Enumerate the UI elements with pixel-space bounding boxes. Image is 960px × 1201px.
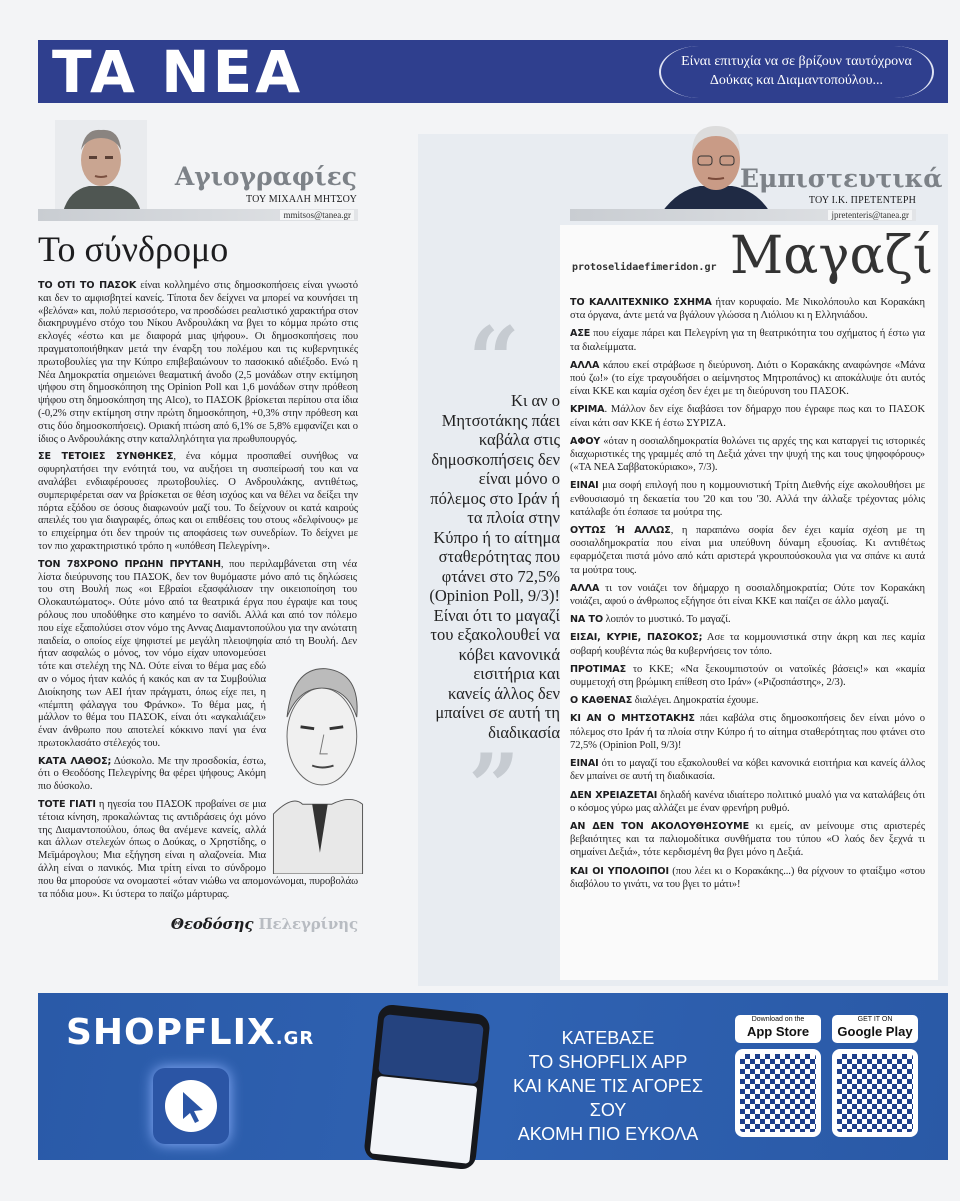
article-paragraph bbox=[570, 631, 925, 657]
paragraph-text: τι τον νοιάζει τον δήμαρχο η σοσιαλδημοκρατία; Ούτε τον Κορακάκη νοιάζει, αφού ο άνθρωπος εξήγησε ότι είναι ΚΚΕ και παίζει σε άλλο μαγαζί. bbox=[570, 582, 925, 608]
paragraph-lead: ΕΙΝΑΙ bbox=[570, 480, 599, 492]
shopflix-ad[interactable] bbox=[38, 993, 948, 1160]
article-title: Το σύνδρομο bbox=[38, 229, 229, 269]
paragraph-lead: ΤΟ ΟΤΙ ΤΟ ΠΑΣΟΚ bbox=[38, 280, 137, 291]
article-paragraph bbox=[570, 403, 925, 429]
badge-small-text: Download on the bbox=[751, 1016, 805, 1023]
pull-quote-block bbox=[428, 307, 560, 840]
paragraph-lead: ΑΝ ΔΕΝ ΤΟΝ ΑΚΟΛΟΥΘΗΣΟΥΜΕ bbox=[570, 820, 750, 832]
paragraph-lead: ΚΑΤΑ ΛΑΘΟΣ; bbox=[38, 755, 112, 767]
float-spacer bbox=[357, 559, 358, 659]
paragraph-lead: ΚΙ ΑΝ Ο ΜΗΤΣΟΤΑΚΗΣ bbox=[570, 713, 695, 725]
article-paragraph bbox=[570, 789, 925, 815]
paragraph-text: «όταν η σοσιαλδημοκρατία θολώνει τις αρχές της και καταργεί τις ιστορικές διαχωριστικές της γραμμές από τη Δεξιά χάνει την ψυχή της και τους ψηφοφόρους» («ΤΑ ΝΕΑ Σαββατοκύριακο», 7/3). bbox=[570, 435, 925, 474]
ad-line: ΤΟ SHOPFLIX APP bbox=[528, 1052, 688, 1072]
paragraph-text: διαλέγει. Δημοκρατία έχουμε. bbox=[632, 695, 759, 707]
paragraph-lead: ΚΑΙ ΟΙ ΥΠΟΛΟΙΠΟΙ bbox=[570, 865, 669, 877]
caption-last-name: Πελεγρίνης bbox=[258, 915, 358, 934]
app-icon bbox=[153, 1068, 229, 1144]
article-paragraph bbox=[570, 613, 925, 626]
author-email[interactable]: mmitsos@tanea.gr bbox=[280, 210, 354, 220]
article-paragraph bbox=[570, 479, 925, 519]
paragraph-text: μια σοφή επιλογή που η κομμουνιστική Τρίτη Διεθνής είχε ακολουθήσει με ενθουσιασμό τη δεκαετία του '20 και του '30. Αλλά την άλλαξε τρέχοντας μόλις κατάλαβε ότι έσπασε τα μούτρα της. bbox=[570, 480, 925, 518]
masthead bbox=[38, 38, 948, 106]
pelegrinis-portrait bbox=[272, 659, 364, 874]
article-paragraph bbox=[570, 712, 925, 752]
article-paragraph bbox=[570, 757, 925, 783]
paragraph-lead: ΔΕΝ ΧΡΕΙΑΖΕΤΑΙ bbox=[570, 789, 658, 801]
paragraph-lead: ΤΟ ΚΑΛΛΙΤΕΧΝΙΚΟ ΣΧΗΜΑ bbox=[570, 297, 712, 308]
masthead-tagline: Είναι επιτυχία να σε βρίζουν ταυτόχρονα Δούκας και Διαμαντοπούλου... bbox=[659, 46, 934, 98]
paragraph-text: (που λέει κι ο Κορακάκης...) θα ρίχνουν το φταίξιμο «στου διαβόλου το γινάτι, να του βγει το μάτι»! bbox=[570, 865, 925, 890]
paragraph-text: ήταν κορυφαίο. Με Νικολόπουλο και Κορακάκη στα όργανα, άντε μετά να βγάλουν γλώσσα η Λιόλιου κι η Ελληνιάδου. bbox=[570, 297, 925, 322]
badge-small-text: GET IT ON bbox=[857, 1016, 893, 1023]
paragraph-lead: ΠΡΟΤΙΜΑΣ bbox=[570, 663, 627, 675]
paragraph-lead: ΑΣΕ bbox=[570, 328, 591, 340]
ta-nea-logo: TA NEA bbox=[52, 38, 304, 106]
article-paragraph bbox=[570, 582, 925, 608]
ad-line: ΚΑΙ ΚΑΝΕ ΤΙΣ ΑΓΟΡΕΣ ΣΟΥ bbox=[513, 1076, 703, 1120]
paragraph-text: , που περιλαμβάνεται στη νέα λίστα διεύρυνσης του ΠΑΣΟΚ, δεν τον θυμόμαστε μόνο από τις δηλώσεις του στη Βουλή πως «οι Εβραίοι εξασφάλισαν την οικειοποίηση του Ολοκαυτώματος». Ούτε μόνο από τα θεατρικά έργα που έγραψε και τους ρόλους που υποδύθηκε στο καημένο το σανίδι. Αλλά και από τον πόλεμο που είχε εξαπολύσει στον νόμο της Αννας Διαμαντοπούλου για την ανώτατη παιδεία, ο οποίος είχε ψηφιστεί με μεγάλη πλειοψηφία από τη Βουλή. Δεν ήταν ασφαλώς ο μόνος, τον νόμο είχαν υπονομεύσει τότε και στελέχη της ΝΔ. Ούτε είναι το θέμα μας εδώ αν ο νόμος ήταν καλός ή κακός και αν τα Συμβούλια Διοίκησης των ΑΕΙ ήταν πράγματι, όπως είχε πει, η «πέμπτη φάλαγγα του Φράνκο». Το θέμα μας, ή μάλλον το θέμα του ΠΑΣΟΚ, είναι ότι «αγκαλιάζει» έναν άνθρωπο που αποτελεί κόκκινο πανί για ένα πρωτοκλασάτο στέλεχός του. bbox=[38, 558, 357, 749]
ad-copy bbox=[508, 1026, 708, 1146]
badge-label: App Store bbox=[746, 1024, 810, 1039]
qr-code-app-store[interactable] bbox=[735, 1049, 821, 1137]
paragraph-lead: ΣΕ ΤΕΤΟΙΕΣ ΣΥΝΘΗΚΕΣ bbox=[38, 451, 174, 463]
right-article-body bbox=[570, 296, 925, 896]
phone-mockup bbox=[363, 1004, 491, 1171]
article-paragraph bbox=[570, 865, 925, 891]
article-paragraph bbox=[570, 820, 925, 860]
byline: ΤΟΥ ΜΙΧΑΛΗ ΜΗΤΣΟΥ bbox=[245, 194, 357, 205]
article-paragraph bbox=[570, 694, 925, 707]
ad-line: ΚΑΤΕΒΑΣΕ bbox=[561, 1028, 655, 1048]
paragraph-lead: ΟΥΤΩΣ Ή ΑΛΛΩΣ bbox=[570, 525, 671, 537]
article-paragraph bbox=[570, 663, 925, 689]
paragraph-text: , ένα κόμμα προσπαθεί συνήθως να σφυρηλατήσει την ενότητά του, να αυξήσει τη συσπείρωσή του και να αναλάβει ενδιαφέρουσες πρωτοβουλίες. Ο Ανδρουλάκης, αντιθέτως, συμπεριφέρεται σαν να βρίσκεται σε θέση ισχύος και να θέλει να δείξει την πόρτα εξόδου σε όσους διαφωνούν μαζί του. Το δείχνουν οι κατά καιρούς απειλές του για διαγραφές, όπως και οι επιθέσεις του στους «δελφίνους» με το επιχείρημα ότι δεν τηρούν τις αποφάσεις των συνεδρίων. Το δείχνει με τον πιο χαρακτηριστικό τρόπο η «υπόθεση Πελεγρίνη». bbox=[38, 451, 358, 552]
article-paragraph bbox=[570, 296, 925, 322]
cursor-icon bbox=[165, 1080, 217, 1132]
byline: ΤΟΥ Ι.Κ. ΠΡΕΤΕΝΤΕΡΗ bbox=[808, 195, 916, 206]
paragraph-lead: ΚΡΙΜΑ bbox=[570, 404, 605, 416]
left-article-body bbox=[38, 280, 358, 933]
paragraph-lead: ΑΛΛΑ bbox=[570, 582, 600, 594]
paragraph-text: , η παραπάνω σοφία δεν έχει καμία σχέση με τη σοσιαλδημοκρατία που είναι μια υπεύθυνη δύναμη εξουσίας. Κι αντιθέτως εφαρμόζεται πιστά μόνο από κάτι αριστερά γκρουπούσκουλα για να σπάνε κι αυτά τα μούτρα τους. bbox=[570, 525, 925, 576]
article-paragraph bbox=[38, 280, 358, 446]
paragraph-text: το ΚΚΕ; «Να ξεκουμπιστούν οι νατοϊκές βάσεις!» και «καμία συμμετοχή στη βρώμικη επίθεση στο Ιράν» («Ριζοσπάστης», 2/3). bbox=[570, 663, 925, 689]
paragraph-text: Δύσκολο. Με την προσδοκία, έστω, ότι ο Θεοδόσης Πελεγρίνης θα φέρει ψήφους; Ακόμη πιο δύσκολο. bbox=[38, 755, 266, 793]
watermark: protoselidaefimeridon.gr bbox=[572, 262, 717, 273]
paragraph-text: κι εμείς, αν μείνουμε στις αριστερές βεβαιότητες και τα παλιομοδίτικα συνθήματα του τύπου «Ο λαός δεν ξεχνά τι σημαίνει Δεξιά», τότε κερδισμένη θα βγει μόνο η Δεξιά. bbox=[570, 820, 926, 859]
article-paragraph bbox=[38, 559, 358, 751]
email-strip bbox=[38, 209, 358, 221]
paragraph-lead: ΑΦΟΥ bbox=[570, 435, 601, 447]
paragraph-text: πάει καβάλα στις δημοσκοπήσεις δεν είναι μόνο ο πόλεμος στο Ιράν ή τα πλοία στην Κύπρο ή το αίτημα σταθερότητας που φτάνει στο 72,5% (Opinion Poll, 9/3)! bbox=[570, 713, 925, 751]
author-email[interactable]: jpretenteris@tanea.gr bbox=[828, 210, 912, 220]
column-name-agiografies: Αγιογραφίες bbox=[174, 162, 357, 191]
paragraph-text: λοιπόν το μυστικό. Το μαγαζί. bbox=[603, 614, 731, 626]
google-play-badge[interactable] bbox=[832, 1015, 918, 1043]
paragraph-text: κάπου εκεί στράβωσε η διεύρυνση. Διότι ο Κορακάκης αναφώνησε «Μάνα πού ζω!» (το είχε τραγουδήσει ο αείμνηστος Μητροπάνος) κι αποκάλυψε ότι αυτός είναι ΚΚΕ και καμία σχέση δεν έχει με τη διεύρυνση του ΠΑΣΟΚ. bbox=[570, 359, 925, 398]
article-paragraph bbox=[570, 359, 925, 399]
author-photo-mitsos bbox=[55, 120, 147, 212]
article-paragraph bbox=[570, 524, 925, 577]
caption-first-name: Θεοδόσης bbox=[170, 915, 254, 934]
qr-code-google-play[interactable] bbox=[832, 1049, 918, 1137]
open-quote-icon: “ bbox=[468, 307, 520, 413]
paragraph-text: η ηγεσία του ΠΑΣΟΚ προβαίνει σε μια τέτοια κίνηση, προκαλώντας τις αντιδράσεις όχι μόνο της Διαμαντοπούλου, όπως θα ανέμενε κανείς, αλλά και άλλων στελεχών όπως ο Δούκας, ο Χρηστίδης, ο Μεϊμάρογλου; Μια εξήγηση είναι η αλαζονεία. Μια άλλη είναι ο πανικός. Μια τρίτη είναι το σύνδρομο που θα μπορούσε να ονομαστεί «όταν νιώθω να απομονώνομαι, πυροβολάω τα πόδια μου». Κι ύστερα το παίζω μάρτυρας. bbox=[38, 799, 358, 900]
ad-line: ΑΚΟΜΗ ΠΙΟ ΕΥΚΟΛΑ bbox=[517, 1124, 699, 1144]
paragraph-text: Ασε τα κομμουνιστικά στην άκρη και πες καμία σοβαρή κουβέντα πώς θα κυβερνήσεις τον τόπο. bbox=[570, 632, 925, 657]
paragraph-lead: ΕΙΝΑΙ bbox=[570, 758, 599, 770]
article-title: Μαγαζί bbox=[730, 226, 934, 286]
portrait-caption bbox=[38, 915, 358, 933]
paragraph-lead: ΑΛΛΑ bbox=[570, 359, 600, 371]
app-store-badge[interactable] bbox=[735, 1015, 821, 1043]
paragraph-lead: Ο ΚΑΘΕΝΑΣ bbox=[570, 695, 633, 707]
brand-suffix: .GR bbox=[275, 1028, 315, 1049]
article-paragraph bbox=[570, 327, 925, 353]
email-strip bbox=[570, 209, 916, 221]
paragraph-lead: ΤΟΝ 78ΧΡΟΝΟ ΠΡΩΗΝ ΠΡΥΤΑΝΗ bbox=[38, 558, 221, 570]
article-paragraph bbox=[570, 435, 925, 475]
close-quote-icon: ” bbox=[468, 734, 520, 840]
pull-quote: Κι αν ο Μητσοτάκης πάει καβάλα στις δημοσκοπήσεις δεν είναι μόνο ο πόλεμος στο Ιράν ή τα πλοία στην Κύπρο ή το αίτημα σταθερότητας που φτάνει στο 72,5% (Opinion Poll, 9/3)! Είναι ότι το μαγαζί του εξακολουθεί να κόβει κανονικά εισιτήρια και κανείς άλλος δεν μπαίνει σε αυτή τη διαδικασία bbox=[429, 391, 560, 742]
paragraph-lead: ΤΟΤΕ ΓΙΑΤΙ bbox=[38, 799, 96, 811]
paragraph-lead: ΝΑ ΤΟ bbox=[570, 614, 603, 626]
paragraph-text: ότι το μαγαζί του εξακολουθεί να κόβει κανονικά εισιτήρια και κανείς άλλος δεν μπαίνει σε αυτή τη διαδικασία. bbox=[570, 758, 925, 783]
paragraph-text: δηλαδή κανένα ιδιαίτερο πολιτικό μυαλό για να καταλάβεις ότι ο κόσμος γύρω μας αλλάζει με έναν φρενήρη ρυθμό. bbox=[570, 789, 925, 814]
brand-name: SHOPFLIX bbox=[66, 1012, 276, 1053]
paragraph-text: είναι κολλημένο στις δημοσκοπήσεις είναι γνωστό και δεν το αμφισβητεί κανείς. Τίποτα δεν δείχνει να μπορεί να κουνήσει τη «βελόνα» και, πολύ περισσότερο, να προσδώσει ρεαλιστικό χαρακτήρα στον διακηρυγμένο στόχο του Νίκου Ανδρουλάκη να βγει το κόμμα πρώτο στις εκλογές «έστω και με διαφορά μιας ψήφου». Οι δημοσκοπήσεις που πραγματοποιήθηκαν μετά την έναρξη του πολέμου και τις κυβερνητικές πρωτοβουλίες για την Κύπρο επιβεβαιώνουν το πασοκικό αδιέξοδο. Ενώ η Νέα Δημοκρατία σημειώνει θεαματική άνοδο (2,5 μονάδων στην εκτίμηση ψήφου στη δημοσκόπηση της Opinion Poll και 1,6 μονάδων στην πρόθεση ψήφου στη δημοσκόπηση της Alco), το ΠΑΣΟΚ βρίσκεται περίπου στα ίδια (-0,2% στην εκτίμηση στην πρώτη δημοσκόπηση, +0,3% στην πρόθεση και στις δύο δημοσκοπήσεις). Οριακή πτώση από 6,1% σε 5,8% εμφανίζει και ο ίδιος ο Ανδρουλάκης στην καταλληλότητα για πρωθυπουργός. bbox=[38, 280, 358, 445]
shopflix-logo bbox=[66, 1013, 314, 1059]
paragraph-text: που είχαμε πάρει και Πελεγρίνη για τη θεατρικότητα του σχήματος ή έστω για τα διαλείμματα. bbox=[570, 328, 925, 353]
article-paragraph bbox=[38, 451, 358, 553]
badge-label: Google Play bbox=[837, 1024, 913, 1039]
paragraph-text: . Μάλλον δεν είχε διαβάσει τον δήμαρχο που έγραφε πως και το ΠΑΣΟΚ είναι κάτι σαν ΚΚΕ ή έστω ΣΥΡΙΖΑ. bbox=[570, 404, 925, 429]
paragraph-lead: ΕΙΣΑΙ, ΚΥΡΙΕ, ΠΑΣΟΚΟΣ; bbox=[570, 632, 703, 644]
column-name-empisteutika: Εμπιστευτικά bbox=[740, 164, 943, 193]
